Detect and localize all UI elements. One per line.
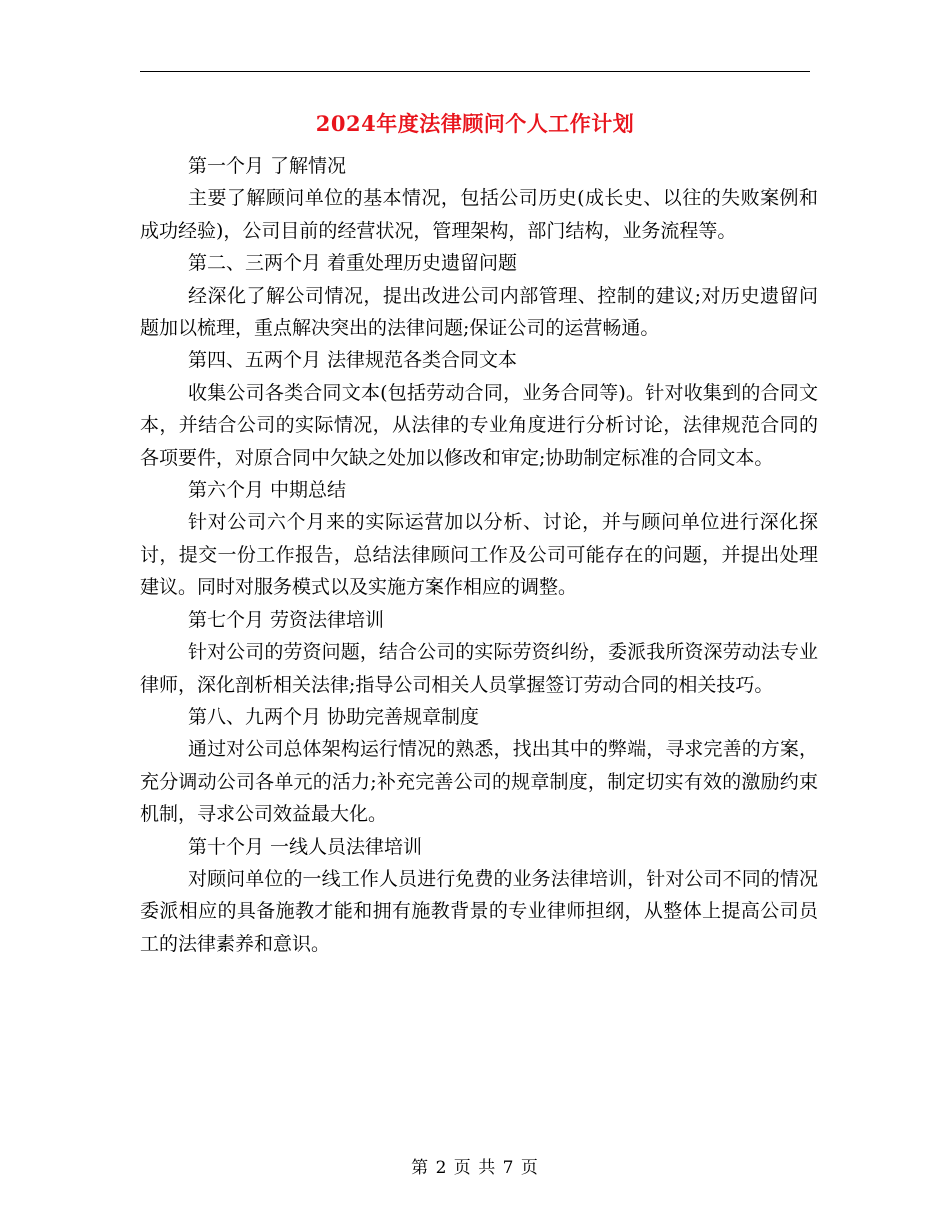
- header-rule: [140, 71, 810, 72]
- section-heading-month-4-5: 第四、五两个月 法律规范各类合同文本: [188, 349, 518, 372]
- section-body-month-7: 针对公司的劳资问题，结合公司的实际劳资纠纷，委派我所资深劳动法专业律师，深化剖析相关法律;指导公司相关人员掌握签订劳动合同的相关技巧。: [140, 641, 818, 696]
- section-heading-month-10: 第十个月 一线人员法律培训: [188, 835, 423, 858]
- document-body: [140, 150, 818, 960]
- section-body-month-8-9: 通过对公司总体架构运行情况的熟悉，找出其中的弊端，寻求完善的方案，充分调动公司各单元的活力;补充完善公司的规章制度，制定切实有效的激励约束机制，寻求公司效益最大化。: [140, 738, 818, 826]
- page-number-footer: 第 2 页 共 7 页: [411, 1158, 539, 1178]
- section-body-month-4-5: 收集公司各类合同文本(包括劳动合同，业务合同等)。针对收集到的合同文本，并结合公司的实际情况，从法律的专业角度进行分析讨论，法律规范合同的各项要件，对原合同中欠缺之处加以修改和审定;协助制定标准的合同文本。: [140, 381, 818, 469]
- section-body-month-6: 针对公司六个月来的实际运营加以分析、讨论，并与顾问单位进行深化探讨，提交一份工作报告，总结法律顾问工作及公司可能存在的问题，并提出处理建议。同时对服务模式以及实施方案作相应的调整。: [140, 511, 818, 599]
- section-body-month-10: 对顾问单位的一线工作人员进行免费的业务法律培训，针对公司不同的情况委派相应的具备施教才能和拥有施教背景的专业律师担纲，从整体上提高公司员工的法律素养和意识。: [140, 867, 818, 955]
- section-heading-month-7: 第七个月 劳资法律培训: [188, 608, 385, 631]
- section-heading-month-8-9: 第八、九两个月 协助完善规章制度: [188, 705, 480, 728]
- section-body-month-2-3: 经深化了解公司情况，提出改进公司内部管理、控制的建议;对历史遗留问题加以梳理，重点解决突出的法律问题;保证公司的运营畅通。: [140, 284, 818, 340]
- section-body-month-1: 主要了解顾问单位的基本情况，包括公司历史(成长史、以往的失败案例和成功经验)，公司目前的经营状况，管理架构，部门结构，业务流程等。: [140, 187, 818, 242]
- section-heading-month-6: 第六个月 中期总结: [188, 479, 347, 502]
- section-heading-month-1: 第一个月 了解情况: [188, 155, 347, 177]
- document-title: 2024年度法律顾问个人工作计划: [315, 111, 635, 136]
- section-heading-month-2-3: 第二、三两个月 着重处理历史遗留问题: [188, 252, 518, 275]
